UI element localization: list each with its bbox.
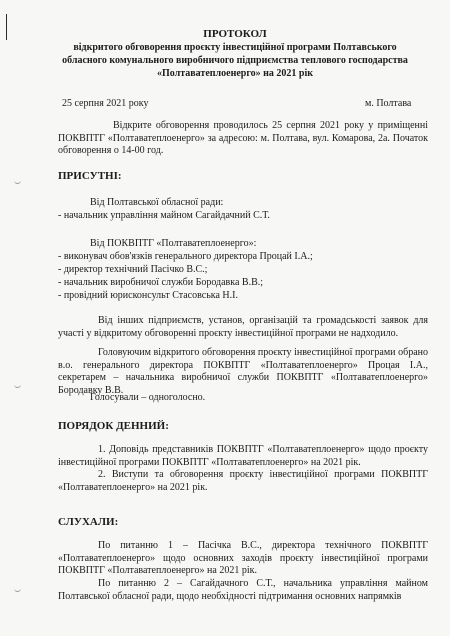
attendee-item: - начальник управління майном Сагайдачний С.Т. xyxy=(58,210,270,221)
section-heading-heard: СЛУХАЛИ: xyxy=(58,516,119,528)
doc-title: ПРОТОКОЛ xyxy=(203,28,267,40)
doc-subtitle-line: відкритого обговорення проєкту інвестиційної програми Полтавського xyxy=(73,42,397,53)
group-heading: Від ПОКВПТГ «Полтаватеплоенерго»: xyxy=(90,238,257,249)
section-heading-agenda: ПОРЯДОК ДЕННИЙ: xyxy=(58,420,169,432)
doc-place: м. Полтава xyxy=(365,98,412,109)
doc-subtitle-line: «Полтаватеплоенерго» на 2021 рік xyxy=(156,68,313,79)
vote-line: Голосували – одноголосно. xyxy=(90,392,206,403)
margin-mark xyxy=(6,14,7,40)
punch-hole xyxy=(14,178,21,184)
attendee-item: - провідний юрисконсульт Стасовська Н.І. xyxy=(58,290,238,301)
no-applications-paragraph: Від інших підприємств, установ, організацій та громадськості заявок для участі у відкритому обговоренні проєкту інвестиційної програми не надходило. xyxy=(58,315,428,339)
attendee-item: - начальник виробничої служби Бородавка В.В.; xyxy=(58,277,264,288)
heard-paragraph: По питанню 2 – Сагайдачного С.Т., начальника управління майном Полтавської обласної ради, щодо необхідності підтримання основних напрямків xyxy=(58,578,428,602)
agenda-item: 1. Доповідь представників ПОКВПТГ «Полтаватеплоенерго» щодо проєкту інвестиційної програми ПОКВПТГ «Полтаватеплоенерго» на 2021 рік. xyxy=(58,444,428,468)
punch-hole xyxy=(14,586,21,592)
attendee-item: - виконувач обов'язків генерального директора Процай І.А.; xyxy=(58,251,313,262)
doc-subtitle-line: обласного комунального виробничого підприємства теплового господарства xyxy=(62,55,408,66)
intro-paragraph: Відкрите обговорення проводилось 25 серпня 2021 року у приміщенні ПОКВПТГ «Полтаватеплоенерго» за адресою: м. Полтава, вул. Комарова, 2а. Початок обговорення о 14-00 год. xyxy=(58,120,428,157)
section-heading-present: ПРИСУТНІ: xyxy=(58,170,122,182)
attendee-item: - директор технічний Пасічко В.С.; xyxy=(58,264,208,275)
punch-hole xyxy=(14,382,21,388)
heard-paragraph: По питанню 1 – Пасічка В.С., директора технічного ПОКВПТГ «Полтаватеплоенерго» щодо основних заходів проєкту інвестиційної програми ПОКВПТГ «Полтаватеплоенерго» на 2021 рік. xyxy=(58,540,428,577)
agenda-item: 2. Виступи та обговорення проєкту інвестиційної програми ПОКВПТГ «Полтаватеплоенерго» на 2021 рік. xyxy=(58,469,428,493)
chair-paragraph: Головуючим відкритого обговорення проєкту інвестиційної програми обрано в.о. генерального директора ПОКВПТГ «Полтаватеплоенерго» Процая І.А., секретарем – начальника виробничої служби ПОКВПТГ «Полтаватеплоенерго» Бородавку В.В. xyxy=(58,347,428,396)
doc-date: 25 серпня 2021 року xyxy=(62,98,149,109)
group-heading: Від Полтавської обласної ради: xyxy=(90,197,224,208)
